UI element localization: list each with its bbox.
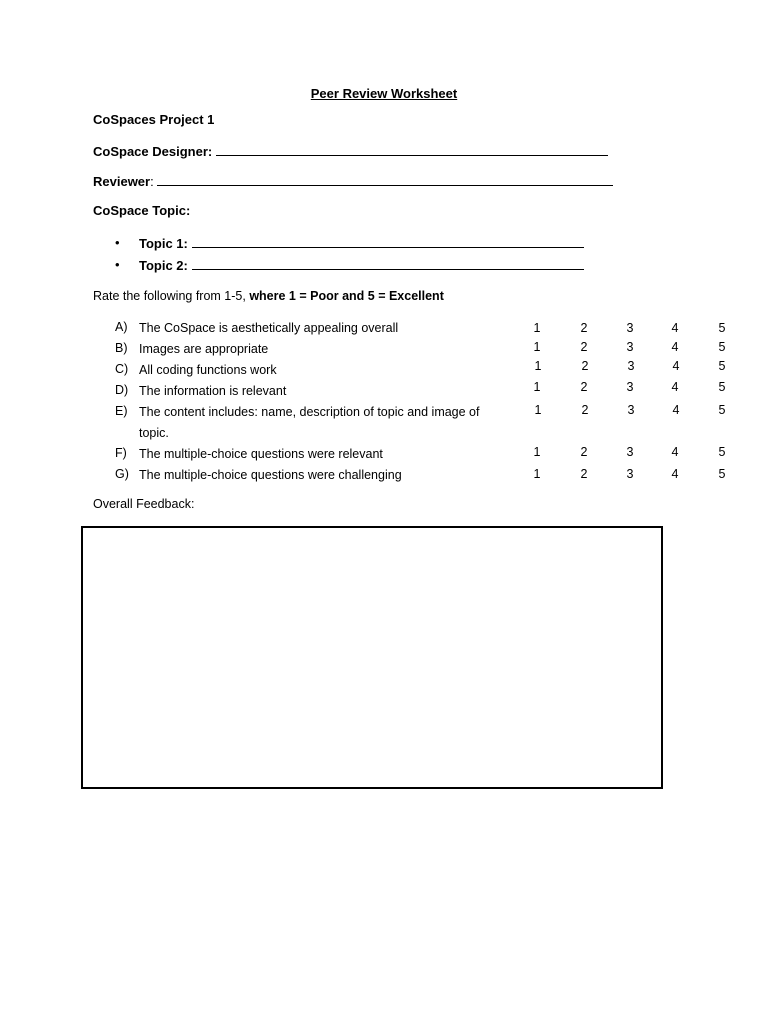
rating-option[interactable]: 3 <box>627 403 635 417</box>
topic-2-line <box>139 257 584 273</box>
criterion-letter: A) <box>115 320 128 334</box>
criterion-letter: G) <box>115 467 129 481</box>
criterion-letter: C) <box>115 362 129 376</box>
rating-option[interactable]: 5 <box>718 380 726 394</box>
rating-option[interactable]: 3 <box>626 340 634 354</box>
rating-option[interactable]: 2 <box>580 380 588 394</box>
criterion-row-f <box>0 446 768 466</box>
criterion-row-e <box>0 404 768 446</box>
rating-option[interactable]: 4 <box>671 340 679 354</box>
criterion-row-g <box>0 467 768 487</box>
criterion-text: The content includes: name, description of topic and image of topic. <box>139 405 480 440</box>
rating-option[interactable]: 4 <box>671 467 679 481</box>
rating-option[interactable]: 1 <box>533 467 541 481</box>
criterion-text: The CoSpace is aesthetically appealing overall <box>139 321 399 335</box>
criterion-text: The information is relevant <box>139 384 287 398</box>
rating-option[interactable]: 3 <box>626 467 634 481</box>
rating-option[interactable]: 5 <box>718 340 726 354</box>
topic-1-line <box>139 235 584 251</box>
criterion-letter: F) <box>115 446 127 460</box>
rating-option[interactable]: 1 <box>533 380 541 394</box>
rating-option[interactable]: 2 <box>581 403 589 417</box>
rating-option[interactable]: 1 <box>533 340 541 354</box>
topic-1-label: Topic 1: <box>139 236 188 251</box>
criterion-text: All coding functions work <box>139 363 277 377</box>
rating-option[interactable]: 5 <box>718 321 726 335</box>
rating-option[interactable]: 1 <box>533 321 541 335</box>
reviewer-blank[interactable] <box>157 173 613 186</box>
topic-1-blank[interactable] <box>192 235 584 248</box>
rating-option[interactable]: 2 <box>580 340 588 354</box>
designer-blank[interactable] <box>216 143 608 156</box>
topic-2-label: Topic 2: <box>139 258 188 273</box>
criterion-row-b <box>0 341 768 361</box>
reviewer-colon: : <box>150 174 154 189</box>
criterion-letter: E) <box>115 404 128 418</box>
rating-option[interactable]: 4 <box>671 321 679 335</box>
criterion-text: Images are appropriate <box>139 342 269 356</box>
reviewer-line <box>93 173 613 189</box>
rating-option[interactable]: 1 <box>533 445 541 459</box>
rating-instruction <box>93 289 444 303</box>
rating-option[interactable]: 4 <box>671 380 679 394</box>
rating-option[interactable]: 1 <box>534 359 542 373</box>
project-title: CoSpaces Project 1 <box>93 112 215 127</box>
rating-option[interactable]: 4 <box>671 445 679 459</box>
feedback-label: Overall Feedback: <box>93 497 195 511</box>
instruction-plain: Rate the following from 1-5, <box>93 289 250 303</box>
criterion-letter: D) <box>115 383 129 397</box>
rating-option[interactable]: 1 <box>534 403 542 417</box>
rating-option[interactable]: 2 <box>580 467 588 481</box>
rating-option[interactable]: 5 <box>718 445 726 459</box>
rating-option[interactable]: 3 <box>626 321 634 335</box>
criterion-row-c <box>0 359 768 382</box>
rating-option[interactable]: 4 <box>672 403 680 417</box>
instruction-bold: where 1 = Poor and 5 = Excellent <box>249 289 444 303</box>
rating-option[interactable]: 4 <box>672 359 680 373</box>
rating-option[interactable]: 5 <box>718 467 726 481</box>
rating-option[interactable]: 5 <box>718 359 726 373</box>
topic-2-blank[interactable] <box>192 257 584 270</box>
rating-option[interactable]: 5 <box>718 403 726 417</box>
bullet-icon: • <box>115 257 120 272</box>
bullet-icon: • <box>115 235 120 250</box>
page-title: Peer Review Worksheet <box>310 86 458 101</box>
criterion-row-a <box>0 320 768 340</box>
rating-option[interactable]: 3 <box>626 445 634 459</box>
criterion-text: The multiple-choice questions were relevant <box>139 447 383 461</box>
designer-label: CoSpace Designer: <box>93 144 213 159</box>
rating-option[interactable]: 2 <box>581 359 589 373</box>
rating-option[interactable]: 2 <box>580 321 588 335</box>
rating-option[interactable]: 3 <box>627 359 635 373</box>
designer-line <box>93 143 608 159</box>
rating-option[interactable]: 3 <box>626 380 634 394</box>
criterion-text: The multiple-choice questions were challenging <box>139 468 402 482</box>
criterion-row-d <box>0 380 768 403</box>
topic-label: CoSpace Topic: <box>93 203 191 218</box>
reviewer-label: Reviewer <box>93 174 151 189</box>
rating-option[interactable]: 2 <box>580 445 588 459</box>
criterion-letter: B) <box>115 341 128 355</box>
feedback-box[interactable] <box>81 526 663 789</box>
